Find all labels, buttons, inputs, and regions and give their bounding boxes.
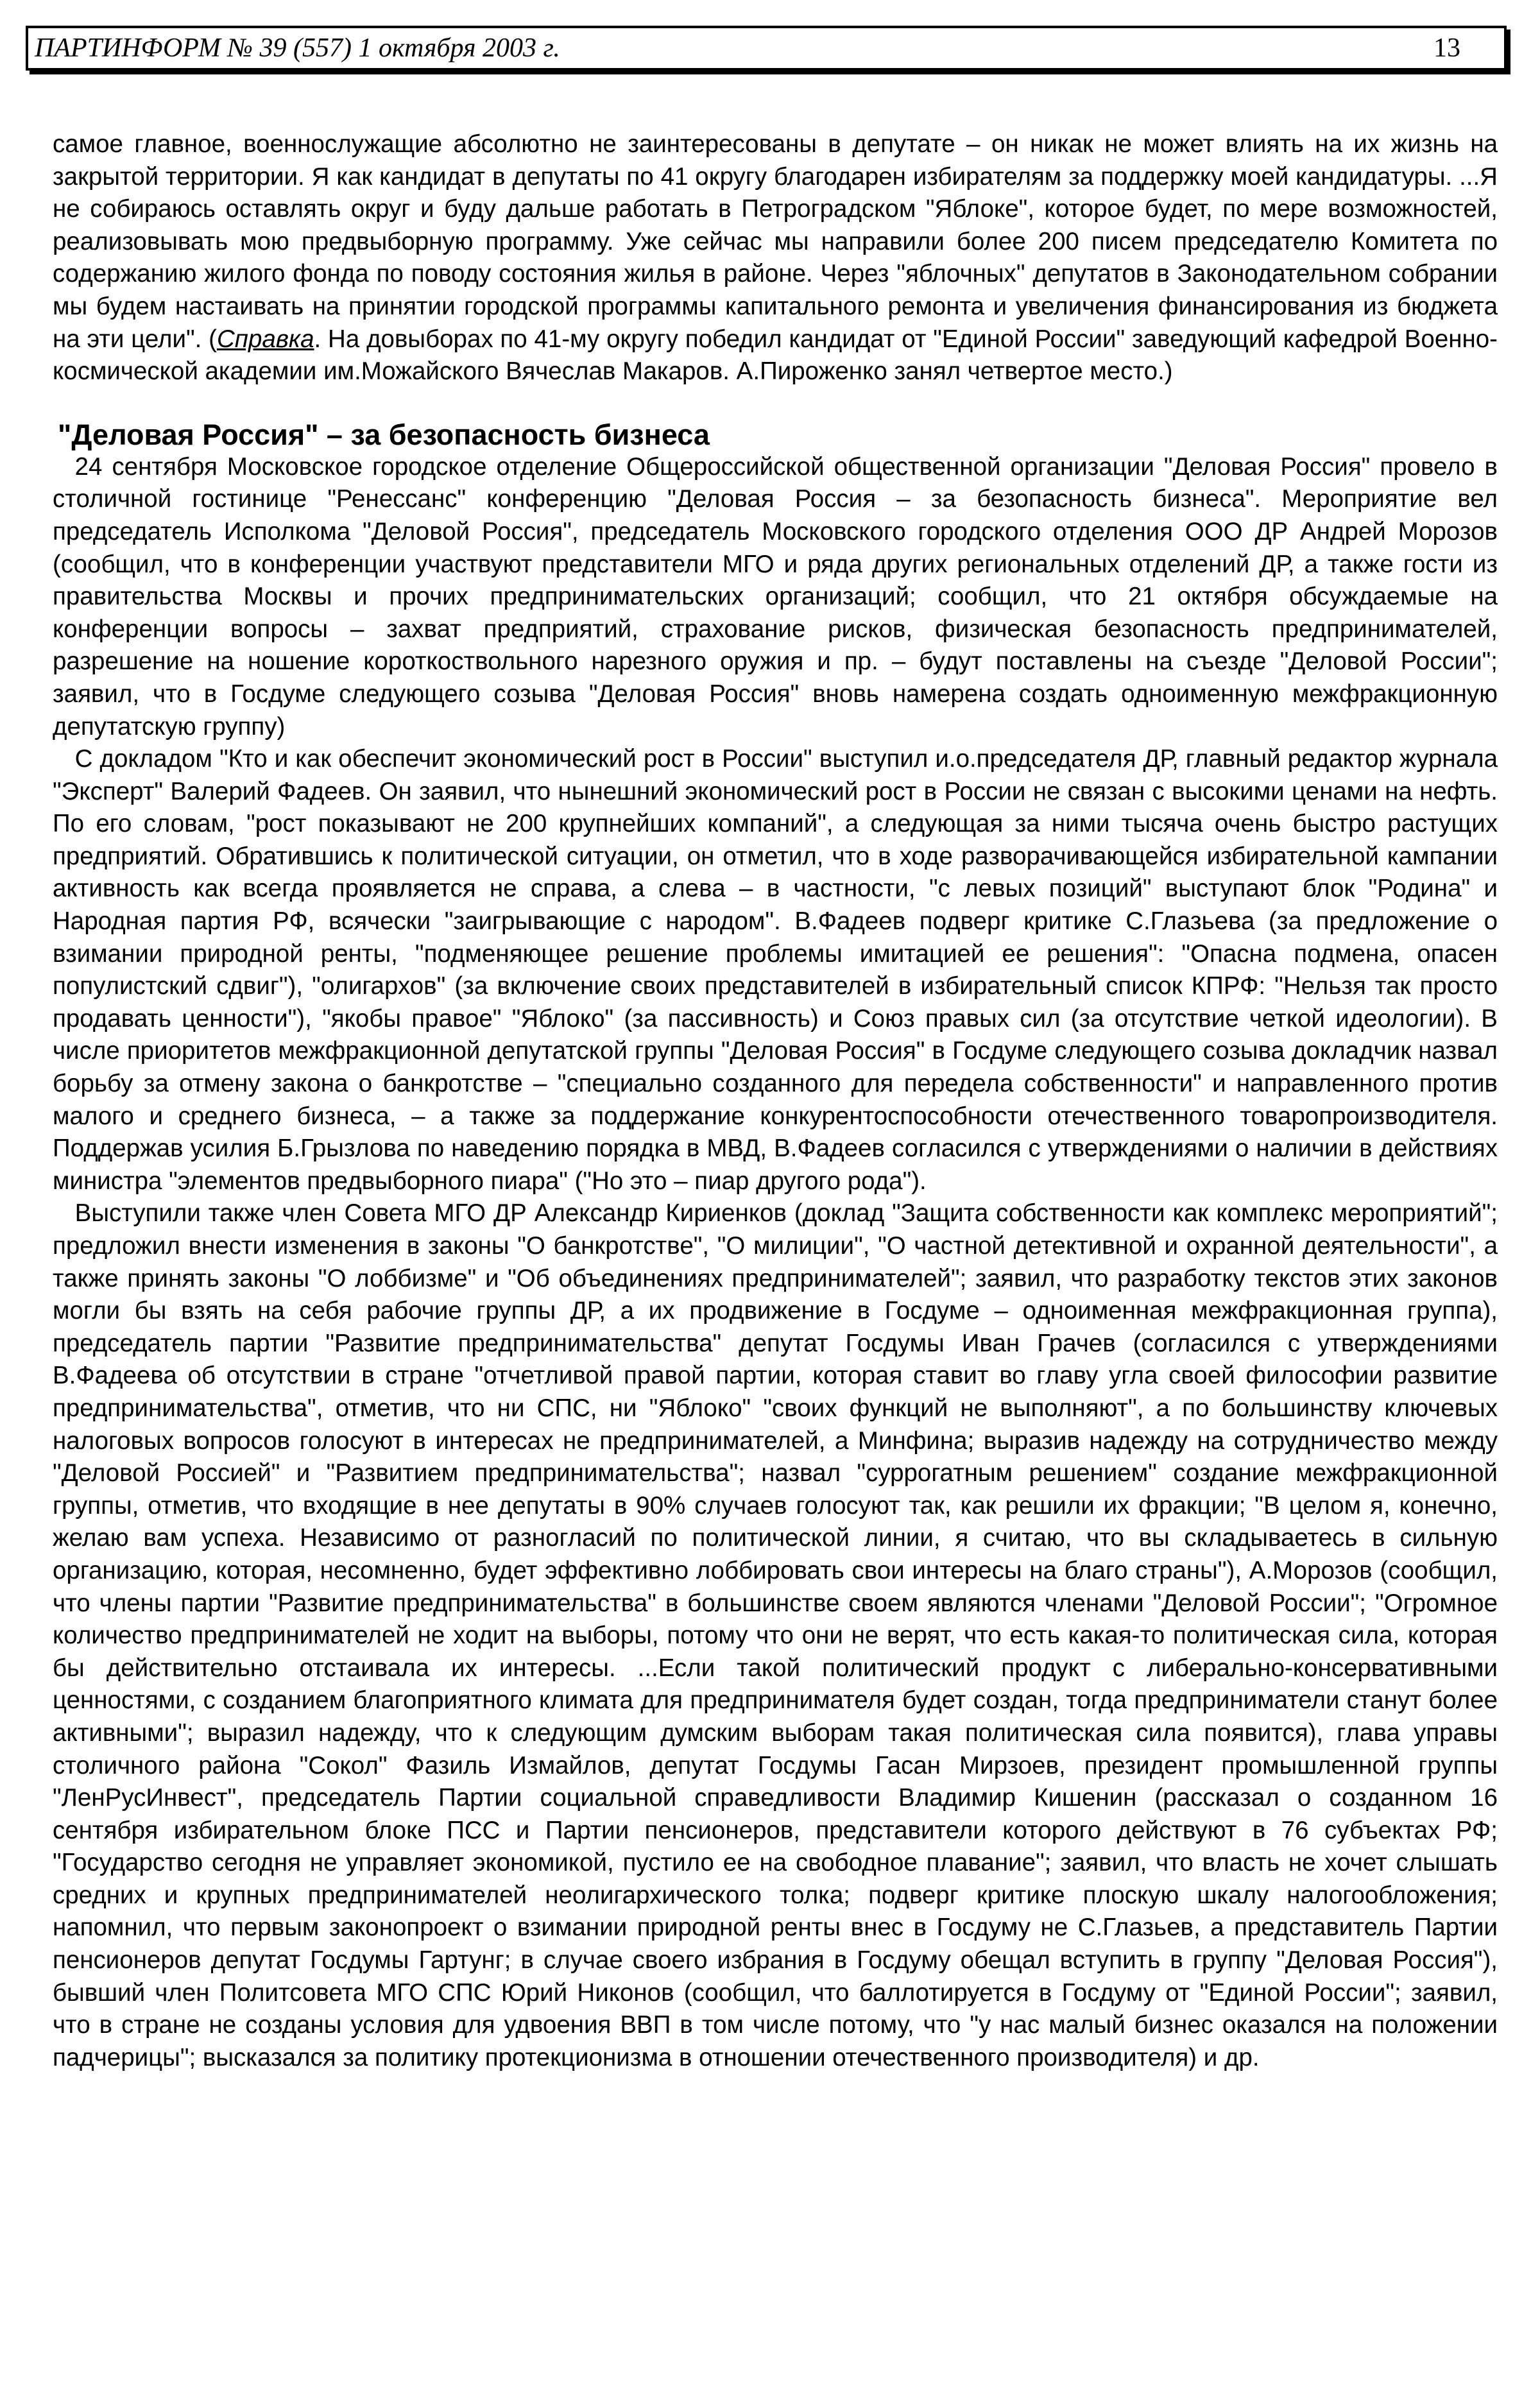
article2-heading: "Деловая Россия" – за безопасность бизнеса: [58, 418, 710, 451]
publication-title: ПАРТИНФОРМ № 39 (557) 1 октября 2003 г.: [35, 33, 560, 63]
reference-label: Справка: [217, 325, 314, 353]
article2-paragraph: С докладом "Кто и как обеспечит экономический рост в России" выступил и.о.председателя ДР, главный редактор журнала "Эксперт" Валерий Фадеев. Он заявил, что нынешний экономический рост в России не связан с высокими ценами на нефть. По его словам, "рост показывают не 200 крупнейших компаний", а следующая за ними тысяча очень быстро растущих предприятий. Обратившись к политической ситуации, он отметил, что в ходе разворачивающейся избирательной кампании активность как всегда проявляется не справа, а слева – в частности, "с левых позиций" выступают блок "Родина" и Народная партия РФ, всячески "заигрывающие с народом". В.Фадеев подверг критике С.Глазьева (за предложение о взимании природной ренты, "подменяющее решение проблемы имитацией ее решения": "Опасна подмена, опасен популистский сдвиг"), "олигархов" (за включение своих представителей в избирательный список КПРФ: "Нельзя так просто продавать ценности"), "якобы правое" "Яблоко" (за пассивность) и Союз правых сил (за отсутствие четкой идеологии). В числе приоритетов межфракционной депутатской группы "Деловая Россия" в Госдуме следующего созыва докладчик назвал борьбу за отмену закона о банкротстве – "специально созданного для передела собственности" и направленного против малого и среднего бизнеса, – а также за поддержание конкурентоспособности отечественного товаропроизводителя. Поддержав усилия Б.Грызлова по наведению порядка в МВД, В.Фадеев согласился с утверждениями о наличии в действиях министра "элементов предвыборного пиара" ("Но это – пиар другого рода").: [53, 745, 1498, 1195]
article-body: [53, 128, 1498, 2074]
article1-text: самое главное, военнослужащие абсолютно не заинтересованы в депутате – он никак не может влиять на их жизнь на закрытой территории. Я как кандидат в депутаты по 41 округу благодарен избирателям за поддержку моей кандидатуры. ...Я не собираюсь оставлять округ и буду дальше работать в Петроградском "Яблоке", которое будет, по мере возможностей, реализовывать мою предвыборную программу. Уже сейчас мы направили более 200 писем председателю Комитета по содержанию жилого фонда по поводу состояния жилья в районе. Через "яблочных" депутатов в Законодательном собрании мы будем настаивать на принятии городской программы капитального ремонта и увеличения финансирования из бюджета на эти цели". (: [53, 130, 1498, 353]
article1-paragraph: [53, 128, 1498, 388]
article1-text-end: . На довыборах по 41-му округу победил кандидат от "Единой России" заведующий кафедрой Военно-космической академии им.Можайского Вячеслав Макаров. А.Пироженко занял четвертое место.): [53, 325, 1498, 386]
page-header: [26, 26, 1507, 71]
article2-paragraph: 24 сентября Московское городское отделение Общероссийской общественной организации "Деловая Россия" провело в столичной гостинице "Ренессанс" конференцию "Деловая Россия – за безопасность бизнеса". Мероприятие вел председатель Исполкома "Деловой Россия", председатель Московского городского отделения ООО ДР Андрей Морозов (сообщил, что в конференции участвуют представители МГО и ряда других региональных отделений ДР, а также гости из правительства Москвы и прочих предпринимательских организаций; сообщил, что 21 октября обсуждаемые на конференции вопросы – захват предприятий, страхование рисков, физическая безопасность предпринимателей, разрешение на ношение короткоствольного нарезного оружия и пр. – будут поставлены на съезде "Деловой России"; заявил, что в Госдуме следующего созыва "Деловая Россия" вновь намерена создать одноименную межфракционную депутатскую группу): [53, 452, 1498, 741]
article2-paragraph: Выступили также член Совета МГО ДР Александр Кириенков (доклад "Защита собственности как комплекс мероприятий"; предложил внести изменения в законы "О банкротстве", "О милиции", "О частной детективной и охранной деятельности", а также принять законы "О лоббизме" и "Об объединениях предпринимателей"; заявил, что разработку текстов этих законов могли бы взять на себя рабочие группы ДР, а их продвижение в Госдуме – одноименная межфракционная группа), председатель партии "Развитие предпринимательства" депутат Госдумы Иван Грачев (согласился с утверждениями В.Фадеева об отсутствии в стране "отчетливой правой партии, которая ставит во главу угла своей философии развитие предпринимательства", отметив, что ни СПС, ни "Яблоко" "своих функций не выполняют", а по большинству ключевых налоговых вопросов голосуют в интересах не предпринимателей, а Минфина; выразив надежду на сотрудничество между "Деловой Россией" и "Развитием предпринимательства"; назвал "суррогатным решением" создание межфракционной группы, отметив, что входящие в нее депутаты в 90% случаев голосуют так, как решили их фракции; "В целом я, конечно, желаю вам успеха. Независимо от разногласий по политической линии, я считаю, что вы складываетесь в сильную организацию, которая, несомненно, будет эффективно лоббировать свои интересы на благо страны"), А.Морозов (сообщил, что члены партии "Развитие предпринимательства" в большинстве своем являются членами "Деловой России"; "Огромное количество предпринимателей не ходит на выборы, потому что они не верят, что есть какая-то политическая сила, которая бы действительно отстаивала их интересы. ...Если такой политический продукт с либерально-консервативными ценностями, с созданием благоприятного климата для предпринимателя будет создан, тогда предприниматели станут более активными"; выразил надежду, что к следующим думским выборам такая политическая сила появится), глава управы столичного района "Сокол" Фазиль Измайлов, депутат Госдумы Гасан Мирзоев, президент промышленной группы "ЛенРусИнвест", председатель Партии социальной справедливости Владимир Кишенин (рассказал о созданном 16 сентября избирательном блоке ПСС и Партии пенсионеров, представители которого действуют в 76 субъектах РФ; "Государство сегодня не управляет экономикой, пустило ее на свободное плавание"; заявил, что власть не хочет слышать средних и крупных предпринимателей неолигархического толка; подверг критике плоскую шкалу налогообложения; напомнил, что первым законопроект о взимании природной ренты внес в Госдуму не С.Глазьев, а представитель Партии пенсионеров депутат Госдумы Гартунг; в случае своего избрания в Госдуму обещал вступить в группу "Деловая Россия"), бывший член Политсовета МГО СПС Юрий Никонов (сообщил, что баллотируется в Госдуму от "Единой России"; заявил, что в стране не созданы условия для удвоения ВВП в том числе потому, что "у нас малый бизнес оказался на положении падчерицы"; высказался за политику протекционизма в отношении отечественного производителя) и др.: [53, 1199, 1498, 2071]
page-number: 13: [1433, 33, 1460, 63]
